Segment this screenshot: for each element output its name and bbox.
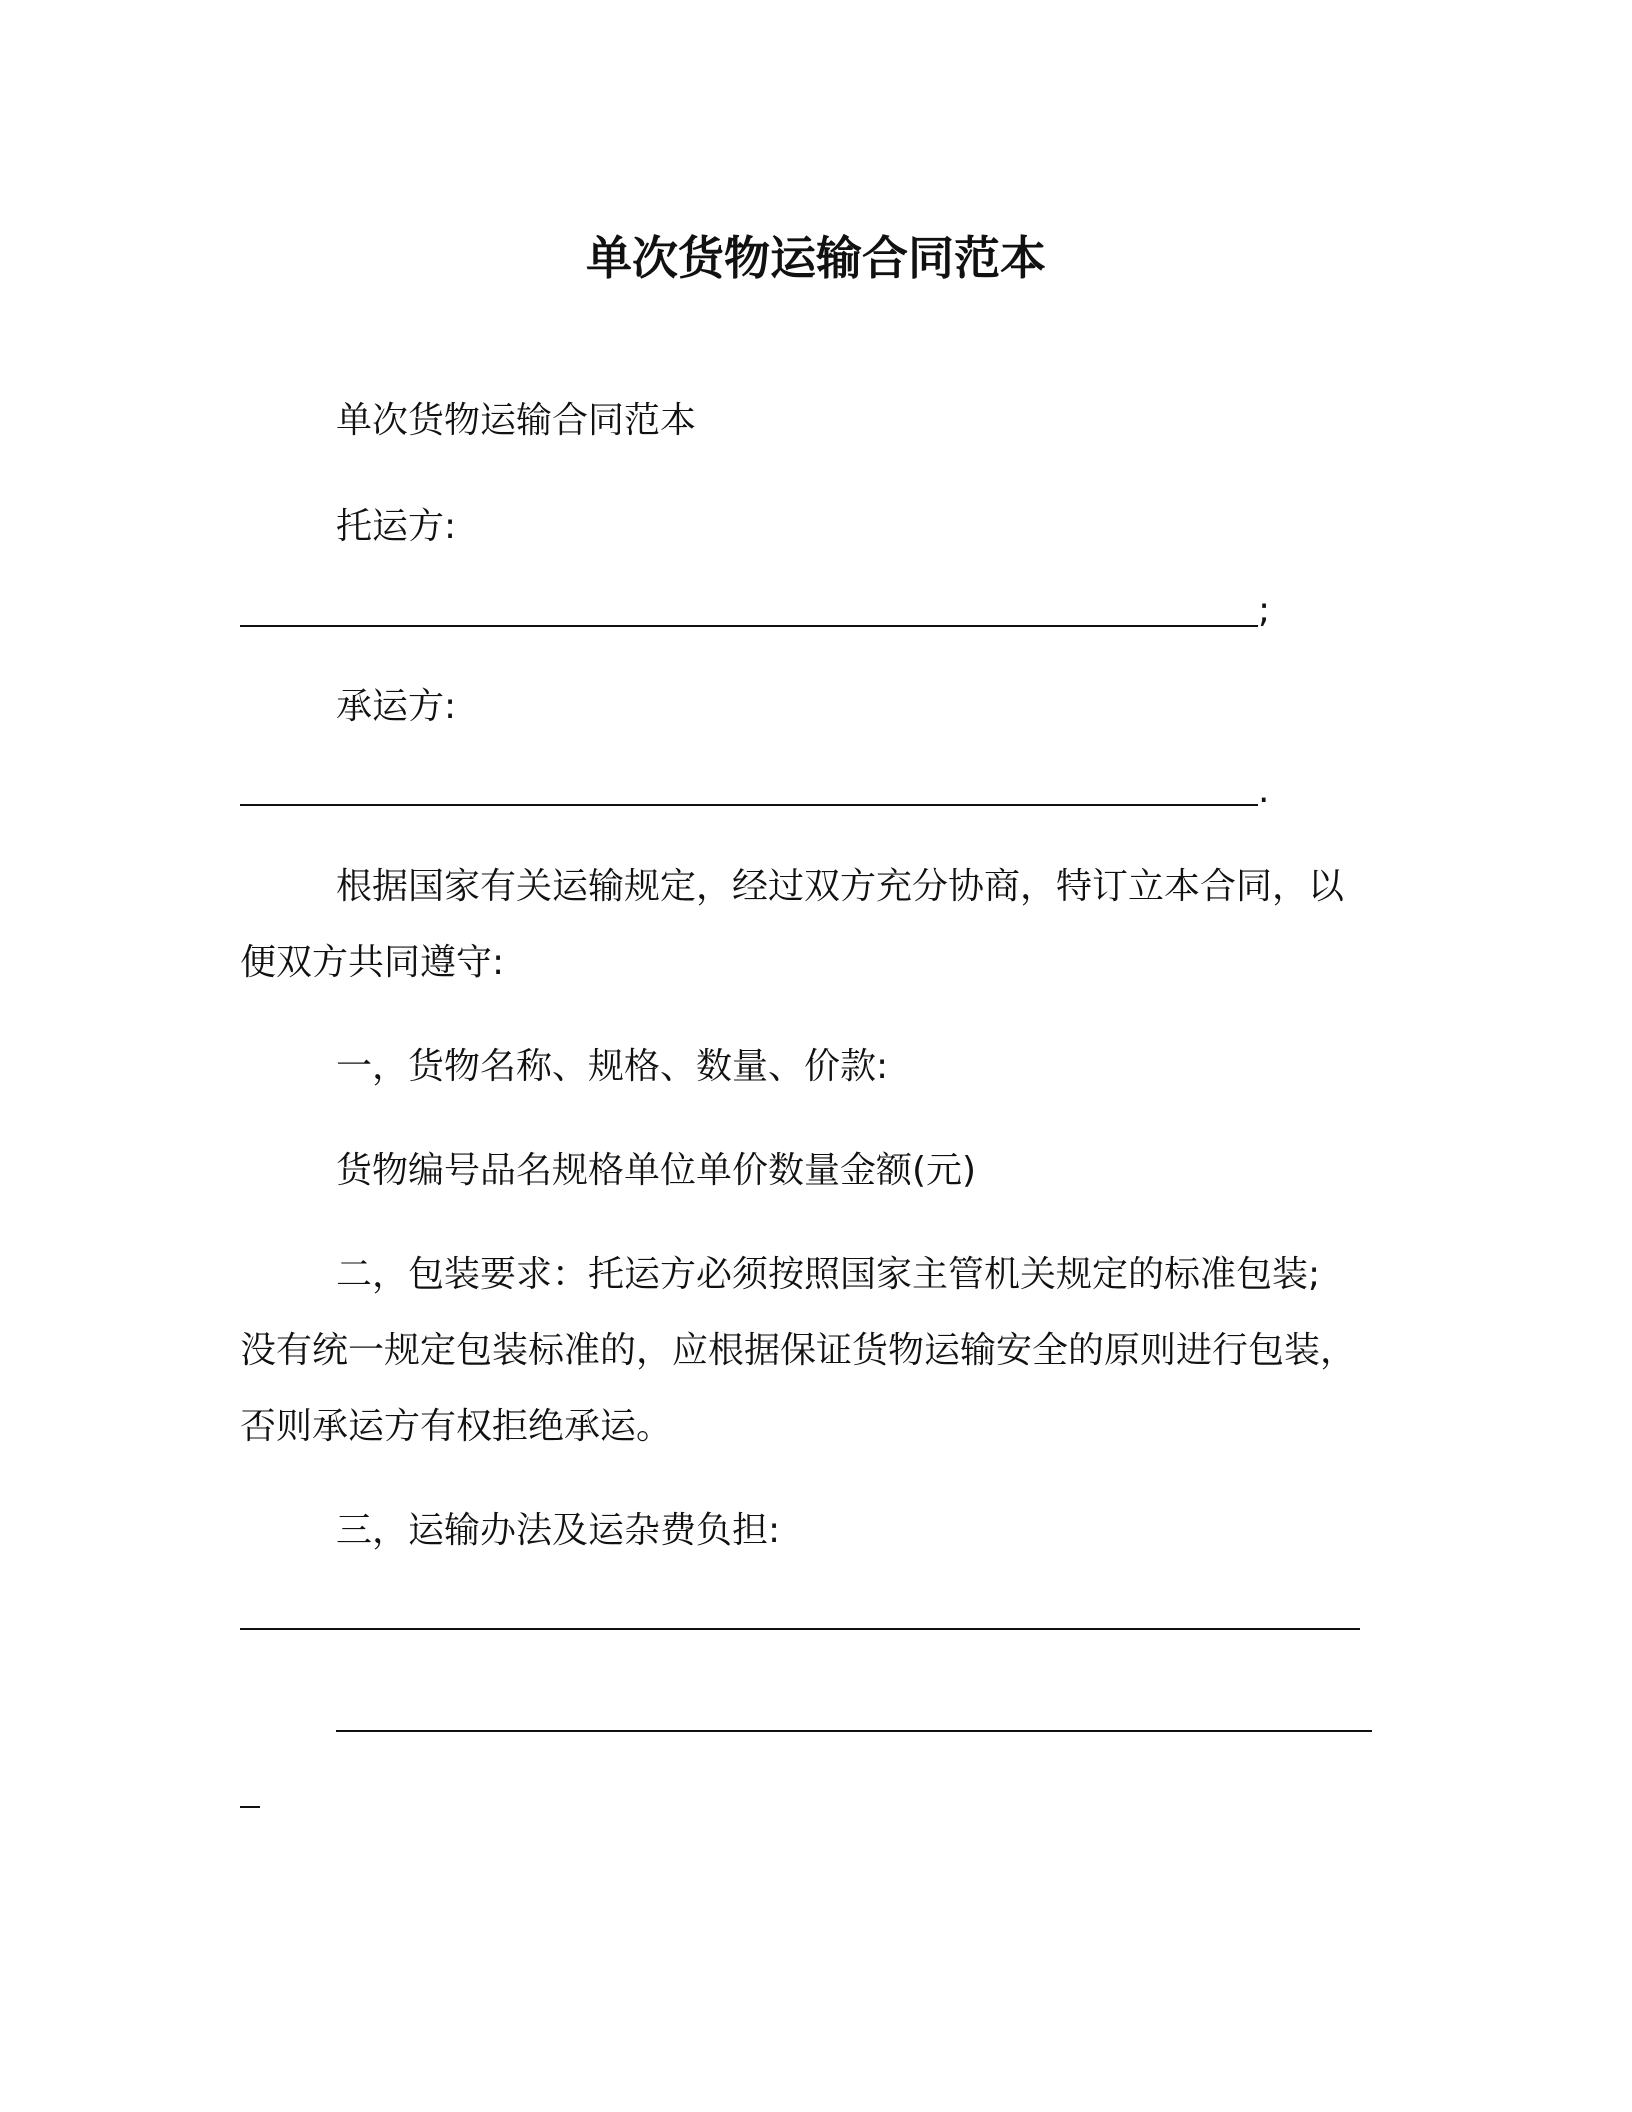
shipper-label: 托运方:	[336, 506, 457, 547]
carrier-line-end: .	[1258, 770, 1270, 811]
section-2-line-2: 没有统一规定包装标准的，应根据保证货物运输安全的原则进行包装，	[240, 1330, 1357, 1371]
shipper-blank-line	[240, 625, 1258, 627]
shipper-line-end: ;	[1258, 590, 1271, 631]
section-3-blank-line-1	[240, 1628, 1360, 1630]
section-3-blank-line-2-wrap	[240, 1806, 260, 1808]
carrier-label: 承运方:	[336, 686, 457, 727]
document-title: 单次货物运输合同范本	[586, 231, 1046, 285]
intro-paragraph-line-2: 便双方共同遵守:	[240, 942, 505, 983]
carrier-blank-line	[240, 804, 1258, 806]
section-3-blank-line-2	[336, 1730, 1372, 1732]
section-1-heading: 一，货物名称、规格、数量、价款:	[336, 1046, 889, 1087]
section-3-heading: 三，运输办法及运杂费负担:	[336, 1510, 781, 1551]
section-2-line-1: 二，包装要求：托运方必须按照国家主管机关规定的标准包装;	[336, 1254, 1321, 1295]
section-1-table-columns: 货物编号品名规格单位单价数量金额(元)	[336, 1150, 977, 1191]
document-subtitle: 单次货物运输合同范本	[336, 400, 697, 441]
section-2-line-3: 否则承运方有权拒绝承运。	[240, 1406, 673, 1447]
intro-paragraph-line-1: 根据国家有关运输规定，经过双方充分协商，特订立本合同，以	[336, 866, 1345, 907]
